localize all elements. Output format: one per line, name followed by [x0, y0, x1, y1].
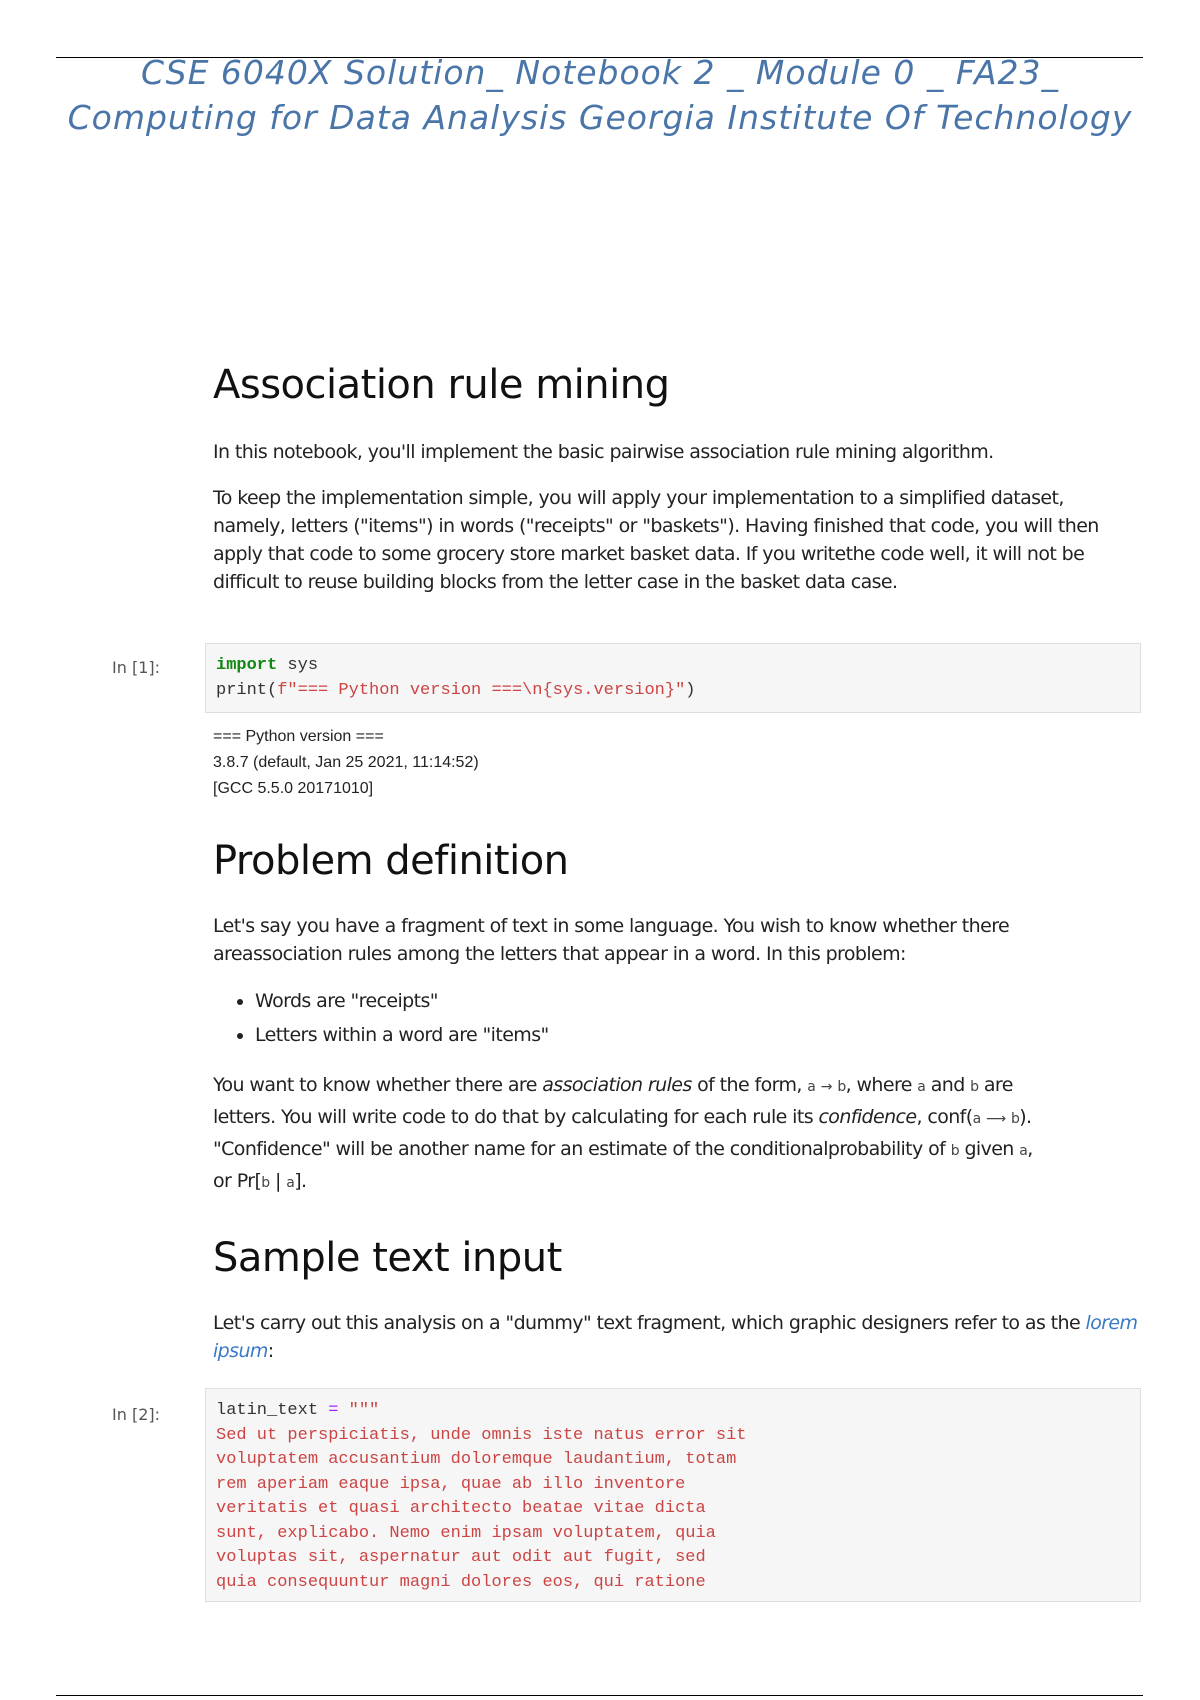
symbol-b: b — [837, 1079, 846, 1095]
heading-problem-definition: Problem definition — [213, 838, 569, 884]
fstring-literal: f"=== Python version ===\n{sys.version}" — [277, 680, 686, 700]
section-sample-text-input — [213, 1235, 1143, 1365]
problem-paragraph: Let's say you have a fragment of text in some language. You wish to know whether there areassociation rules among the letters that appear in a word. In this problem: — [213, 915, 1010, 965]
code-line: sunt, explicabo. Nemo enim ipsam voluptatem, quia — [216, 1523, 716, 1543]
cell1-output — [213, 724, 479, 802]
code-line: quia consequuntur magni dolores eos, qui ratione — [216, 1572, 706, 1592]
implementation-paragraph: To keep the implementation simple, you will apply your implementation to a simplified dataset, namely, letters ("items") in words ("receipts" or "baskets"). Having finished that code, you will then apply that code to some grocery store market basket data. If you writethe code well, it will not be difficult to reuse building blocks from the letter case in the basket data case. — [213, 487, 1099, 593]
document-title: CSE 6040X Solution_ Notebook 2 _ Module 0 _ FA23_ Computing for Data Analysis Georgia Institute Of Technology — [67, 53, 1133, 137]
cell2-prompt: In [2]: — [112, 1405, 160, 1424]
lorem-ipsum-link[interactable]: lorem ipsum — [213, 1312, 1138, 1362]
output-line: === Python version === — [213, 728, 384, 745]
code-line: veritatis et quasi architecto beatae vitae dicta — [216, 1499, 706, 1518]
long-arrow-icon: ⟶ — [986, 1111, 1006, 1127]
cell1-prompt: In [1]: — [112, 658, 160, 677]
module-name: sys — [277, 656, 319, 675]
section-association-rule-mining — [213, 362, 1143, 596]
cell2-code[interactable] — [205, 1388, 1141, 1602]
rules-paragraph: You want to know whether there are association rules of the form, a → b, where a and b are letters. You will write code to do that by calculating for each rule its confidence, conf(a ⟶ b). "Confidence" will be another name for an estimate of the conditionalprobability of b given a, or Pr[b | a]. — [213, 1074, 1033, 1192]
intro-paragraph: In this notebook, you'll implement the basic pairwise association rule mining algorithm. — [213, 441, 994, 463]
bullet-item: • Letters within a word are "items" — [255, 1018, 1143, 1052]
bullet-item: • Words are "receipts" — [255, 984, 1143, 1018]
triple-quote: """ — [348, 1401, 380, 1420]
arrow-icon: → — [820, 1079, 832, 1095]
variable-name: latin_text — [216, 1401, 319, 1420]
lorem-paragraph: Let's carry out this analysis on a "dummy" text fragment, which graphic designers refer to as the lorem ipsum: — [213, 1312, 1138, 1362]
print-call: print( — [216, 680, 278, 700]
code-line: rem aperiam eaque ipsa, quae ab illo inventore — [216, 1474, 686, 1494]
bullet-list — [213, 984, 1143, 1052]
bottom-rule — [56, 1695, 1143, 1696]
import-keyword: import — [216, 656, 278, 675]
heading-sample-text-input: Sample text input — [213, 1235, 562, 1281]
heading-association-rule-mining: Association rule mining — [213, 362, 670, 408]
assign-operator: = — [318, 1401, 349, 1420]
print-close: ) — [685, 680, 696, 700]
symbol-a: a — [807, 1079, 816, 1095]
cell1-code[interactable] — [205, 643, 1141, 713]
code-line: voluptas sit, aspernatur aut odit aut fugit, sed — [216, 1548, 706, 1567]
output-line: 3.8.7 (default, Jan 25 2021, 11:14:52) — [213, 754, 479, 771]
code-line: voluptatem accusantium doloremque laudantium, totam — [216, 1450, 737, 1469]
section-problem-definition — [213, 838, 1143, 1198]
code-line: Sed ut perspiciatis, unde omnis iste natus error sit — [216, 1425, 747, 1445]
output-line: [GCC 5.5.0 20171010] — [213, 780, 374, 797]
